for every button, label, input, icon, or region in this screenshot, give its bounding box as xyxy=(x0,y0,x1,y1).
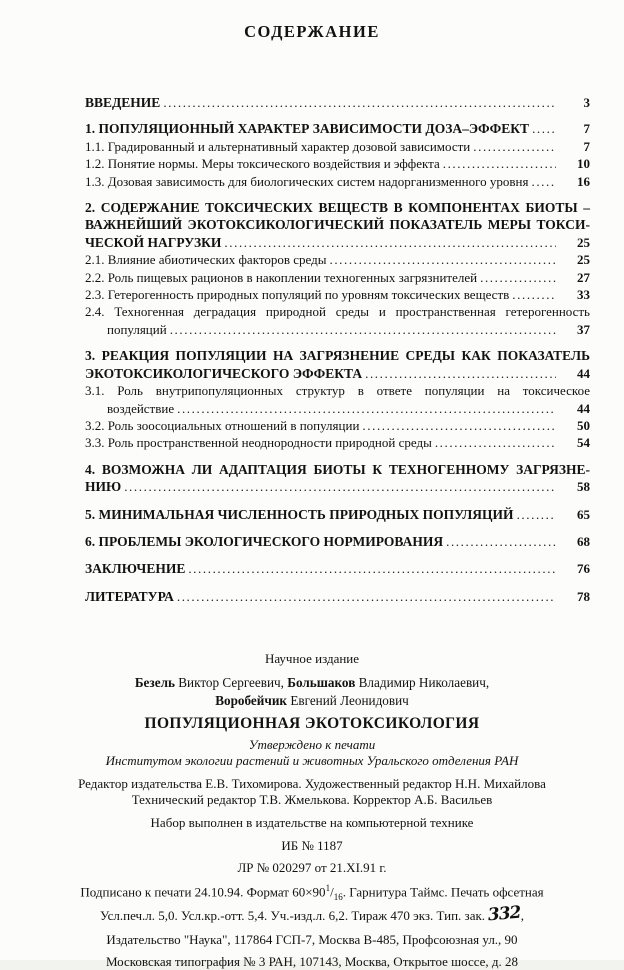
ib-number: ИБ № 1187 xyxy=(281,838,343,854)
toc-entry-text: воздействие xyxy=(107,400,175,416)
colophon xyxy=(0,651,624,970)
dot-leader xyxy=(362,417,556,434)
authors-line-1 xyxy=(0,674,624,692)
toc-entry-text: 1.3. Дозовая зависимость для биологических систем надорганизменного уровня xyxy=(85,173,529,189)
dot-leader xyxy=(163,94,556,111)
toc-page-number: 16 xyxy=(577,173,590,189)
toc-entry xyxy=(85,251,590,268)
dot-leader xyxy=(170,321,556,338)
toc-entry-text: 2.4. Техногенная деградация природной среды и пространственная гетерогенность xyxy=(85,304,590,320)
toc-entry xyxy=(85,588,590,605)
toc-page-number: 50 xyxy=(577,417,590,433)
toc-page-number: 37 xyxy=(577,321,590,337)
dot-leader xyxy=(473,138,556,155)
toc-page-number: 76 xyxy=(577,561,590,577)
toc-entry xyxy=(85,269,590,286)
toc-page-number: 7 xyxy=(583,121,590,137)
toc-page-number: 44 xyxy=(577,400,590,416)
handwritten-order-number: 332 xyxy=(487,902,522,926)
toc-entry-text: 3.2. Роль зоосоциальных отношений в популяции xyxy=(85,417,360,433)
order-comma: , xyxy=(520,908,525,924)
toc-entry-text: 2.2. Роль пищевых рационов в накоплении техногенных загрязнителей xyxy=(85,269,478,285)
page-title: СОДЕРЖАНИЕ xyxy=(244,22,380,41)
toc-entry-text: популяций xyxy=(107,321,167,337)
toc-entry-text: 2.1. Влияние абиотических факторов среды xyxy=(85,252,327,268)
dot-leader xyxy=(435,434,556,451)
format-superscript: 1 xyxy=(325,883,331,894)
toc-entry-text: ЧЕСКОЙ НАГРУЗКИ xyxy=(85,234,222,250)
author-surname: Безель xyxy=(134,675,175,691)
dot-leader xyxy=(517,506,556,523)
toc-entry-text: 2.3. Гетерогенность природных популяций по уровням токсических веществ xyxy=(85,287,510,303)
toc-entry xyxy=(85,138,590,155)
author-name: Евгений Леонидович xyxy=(287,693,409,709)
toc-entry xyxy=(85,94,590,111)
dot-leader xyxy=(365,365,556,382)
format-slash: / xyxy=(330,884,334,900)
toc-page-number: 68 xyxy=(577,533,590,549)
editors-line-1: Редактор издательства Е.В. Тихомирова. Художественный редактор Н.Н. Михайлова xyxy=(78,776,546,792)
toc-page-number: 7 xyxy=(583,138,590,154)
print-info-line xyxy=(0,879,624,906)
table-of-contents xyxy=(85,94,590,605)
author-surname: Воробейчик xyxy=(215,693,288,709)
dot-leader xyxy=(532,120,556,137)
toc-entry-text: 1. ПОПУЛЯЦИОННЫЙ ХАРАКТЕР ЗАВИСИМОСТИ ДОЗА–ЭФФЕКТ xyxy=(85,121,530,137)
print-info-prefix: Подписано к печати 24.10.94. Формат 60×90 xyxy=(80,884,326,900)
toc-entry xyxy=(85,461,590,496)
dot-leader xyxy=(512,286,556,303)
toc-page-number: 65 xyxy=(577,506,590,522)
authors-line-2 xyxy=(0,692,624,710)
toc-entry-text: 2. СОДЕРЖАНИЕ ТОКСИЧЕСКИХ ВЕЩЕСТВ В КОМПОНЕНТАХ БИОТЫ – xyxy=(85,200,590,216)
toc-entry-text: 6. ПРОБЛЕМЫ ЭКОЛОГИЧЕСКОГО НОРМИРОВАНИЯ xyxy=(85,533,444,549)
approval-institute: Институтом экологии растений и животных Уральского отделения РАН xyxy=(105,753,519,769)
toc-entry xyxy=(85,560,590,577)
publisher-line: Издательство "Наука", 117864 ГСП-7, Москва В-485, Профсоюзная ул., 90 xyxy=(106,932,518,948)
toc-page-number: 27 xyxy=(577,269,590,285)
toc-entry-text: ЛИТЕРАТУРА xyxy=(85,588,174,604)
dot-leader xyxy=(329,251,556,268)
author-surname: Большаков xyxy=(287,675,356,691)
dot-leader xyxy=(480,269,556,286)
typesetting-note: Набор выполнен в издательстве на компьютерной технике xyxy=(150,815,474,831)
toc-entry-text: 1.2. Понятие нормы. Меры токсического воздействия и эффекта xyxy=(85,156,440,172)
toc-page-number: 25 xyxy=(577,234,590,250)
toc-entry xyxy=(85,199,590,251)
toc-entry xyxy=(85,417,590,434)
toc-page-number: 10 xyxy=(577,156,590,172)
dot-leader xyxy=(446,533,556,550)
volume-line xyxy=(0,902,624,926)
toc-entry xyxy=(85,120,590,137)
toc-entry-text: 5. МИНИМАЛЬНАЯ ЧИСЛЕННОСТЬ ПРИРОДНЫХ ПОПУЛЯЦИЙ xyxy=(85,506,514,522)
toc-page-number: 44 xyxy=(577,365,590,381)
toc-entry xyxy=(85,434,590,451)
toc-page-number: 3 xyxy=(583,95,590,110)
toc-page-number: 58 xyxy=(577,479,590,495)
author-name: Владимир Николаевич, xyxy=(355,675,490,691)
dot-leader xyxy=(224,234,556,251)
book-title: ПОПУЛЯЦИОННАЯ ЭКОТОКСИКОЛОГИЯ xyxy=(144,715,480,733)
toc-entry-text: ЭКОТОКСИКОЛОГИЧЕСКОГО ЭФФЕКТА xyxy=(85,365,363,381)
dot-leader xyxy=(531,173,556,190)
toc-page-number: 54 xyxy=(577,435,590,451)
toc-entry xyxy=(85,533,590,550)
toc-entry-text: НИЮ xyxy=(85,479,122,495)
toc-entry-text: ЗАКЛЮЧЕНИЕ xyxy=(85,561,186,577)
toc-entry-text: 3. РЕАКЦИЯ ПОПУЛЯЦИИ НА ЗАГРЯЗНЕНИЕ СРЕДЫ КАК ПОКАЗАТЕЛЬ xyxy=(85,348,590,364)
toc-entry xyxy=(85,286,590,303)
toc-entry-text: 3.3. Роль пространственной неоднородности природной среды xyxy=(85,435,432,451)
format-subscript: 16 xyxy=(333,892,343,903)
dot-leader xyxy=(124,478,556,495)
printer-line: Московская типография № 3 РАН, 107143, Москва, Открытое шоссе, д. 28 xyxy=(105,954,519,970)
dot-leader xyxy=(177,400,556,417)
toc-entry xyxy=(85,155,590,172)
toc-entry xyxy=(85,303,590,338)
dot-leader xyxy=(188,560,556,577)
volume-text: Усл.печ.л. 5,0. Усл.кр.-отт. 5,4. Уч.-изд.л. 6,2. Тираж 470 экз. Тип. зак. xyxy=(99,908,489,924)
dot-leader xyxy=(443,155,556,172)
toc-entry-text: 4. ВОЗМОЖНА ЛИ АДАПТАЦИЯ БИОТЫ К ТЕХНОГЕННОМУ ЗАГРЯЗНЕ- xyxy=(85,461,590,477)
toc-page-number: 78 xyxy=(577,588,590,604)
dot-leader xyxy=(177,588,556,605)
toc-entry xyxy=(85,382,590,417)
approval-note: Утверждено к печати xyxy=(248,737,376,753)
toc-entry xyxy=(85,506,590,523)
print-info-suffix: . Гарнитура Таймс. Печать офсетная xyxy=(342,884,544,900)
toc-entry-text: ВВЕДЕНИЕ xyxy=(85,95,161,110)
license-line: ЛР № 020297 от 21.XI.91 г. xyxy=(237,860,387,876)
toc-entry-text: 3.1. Роль внутрипопуляционных структур в ответе популяции на токсическое xyxy=(85,383,590,399)
toc-page-number: 25 xyxy=(577,252,590,268)
toc-entry-text: ВАЖНЕЙШИЙ ЭКОТОКСИКОЛОГИЧЕСКИЙ ПОКАЗАТЕЛЬ МЕРЫ ТОКСИ- xyxy=(85,217,590,233)
editors-line-2: Технический редактор Т.В. Жмелькова. Корректор А.Б. Васильев xyxy=(131,792,493,808)
toc-page-number: 33 xyxy=(577,287,590,303)
edition-note: Научное издание xyxy=(264,651,360,667)
toc-entry xyxy=(85,347,590,382)
author-name: Виктор Сергеевич, xyxy=(174,675,288,691)
toc-entry-text: 1.1. Градированный и альтернативный характер дозовой зависимости xyxy=(85,138,471,154)
toc-entry xyxy=(85,173,590,190)
